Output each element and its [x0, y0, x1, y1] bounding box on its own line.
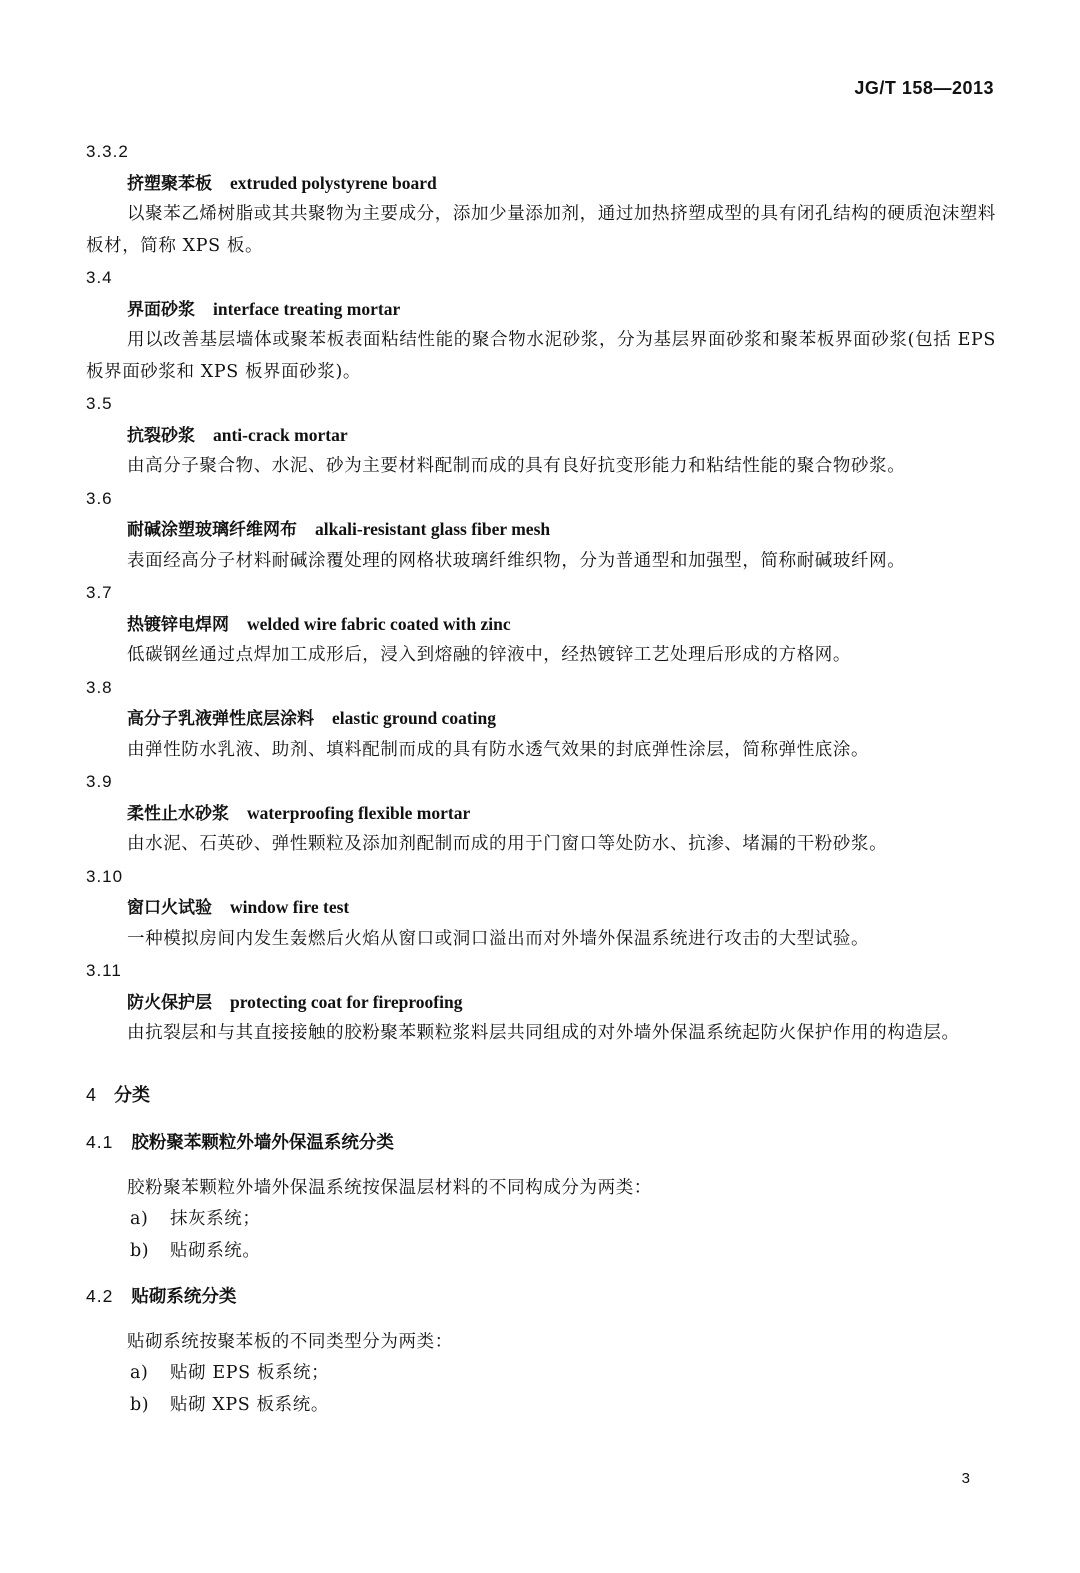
term-heading [86, 703, 996, 735]
term-cn: 高分子乳液弹性底层涂料 [127, 709, 314, 729]
term-en: extruded polystyrene board [230, 172, 437, 193]
list-text: 贴砌系统。 [170, 1240, 261, 1261]
term-entry [86, 136, 996, 262]
list-text: 贴砌 XPS 板系统。 [170, 1394, 329, 1415]
term-number: 3.5 [86, 394, 113, 413]
term-entry [86, 766, 996, 861]
term-cn: 窗口火试验 [127, 898, 212, 918]
subsection-number: 4.1 [86, 1132, 114, 1152]
list-marker: a) [130, 1363, 149, 1383]
term-en: anti-crack mortar [213, 424, 348, 445]
term-en: window fire test [230, 897, 350, 917]
term-number: 3.9 [86, 772, 113, 791]
subsection-heading [86, 1281, 996, 1313]
term-heading [86, 987, 996, 1019]
term-heading [86, 609, 996, 641]
term-definition: 由水泥、石英砂、弹性颗粒及添加剂配制而成的用于门窗口等处防水、抗渗、堵漏的干粉砂浆。 [127, 834, 888, 854]
term-number: 3.3.2 [86, 142, 129, 161]
list-item [86, 1236, 996, 1268]
term-number: 3.6 [86, 488, 113, 508]
term-cn: 耐碱涂塑玻璃纤维网布 [127, 520, 297, 540]
term-number: 3.4 [86, 268, 113, 287]
list-marker: b) [130, 1394, 150, 1415]
term-number: 3.10 [86, 866, 124, 886]
term-en: interface treating mortar [213, 298, 401, 319]
term-cn: 柔性止水砂浆 [127, 803, 229, 824]
term-heading [86, 294, 996, 326]
term-number: 3.8 [86, 677, 113, 697]
section-number: 4 [86, 1084, 97, 1105]
term-definition: 用以改善基层墙体或聚苯板表面粘结性能的聚合物水泥砂浆，分为基层界面砂浆和聚苯板界面砂浆(包括 EPS 板界面砂浆和 XPS 板界面砂浆)。 [86, 330, 996, 382]
subsection-number: 4.2 [86, 1286, 114, 1306]
term-entry [86, 672, 996, 767]
term-definition: 表面经高分子材料耐碱涂覆处理的网格状玻璃纤维织物，分为普通型和加强型，简称耐碱玻纤网。 [127, 550, 906, 571]
term-en: welded wire fabric coated with zinc [247, 613, 511, 634]
term-en: protecting coat for fireproofing [230, 991, 463, 1012]
subsection-heading [86, 1127, 996, 1159]
term-definition: 低碳钢丝通过点焊加工成形后，浸入到熔融的锌液中，经热镀锌工艺处理后形成的方格网。 [127, 645, 851, 665]
term-entry [86, 861, 996, 956]
term-cn: 界面砂浆 [127, 299, 195, 320]
paragraph: 胶粉聚苯颗粒外墙外保温系统按保温层材料的不同构成分为两类： [127, 1177, 652, 1198]
paragraph: 贴砌系统按聚苯板的不同类型分为两类： [127, 1331, 453, 1352]
list-text: 贴砌 EPS 板系统； [170, 1363, 330, 1383]
term-definition: 由高分子聚合物、水泥、砂为主要材料配制而成的具有良好抗变形能力和粘结性能的聚合物砂浆。 [127, 456, 906, 476]
term-entry [86, 388, 996, 483]
term-definition: 由抗裂层和与其直接接触的胶粉聚苯颗粒浆料层共同组成的对外墙外保温系统起防火保护作用的构造层。 [127, 1023, 960, 1043]
term-cn: 防火保护层 [127, 992, 212, 1013]
term-heading [86, 420, 996, 452]
list-item [86, 1390, 996, 1422]
term-heading [86, 514, 996, 546]
term-number: 3.7 [86, 583, 113, 602]
term-definition: 由弹性防水乳液、助剂、填料配制而成的具有防水透气效果的封底弹性涂层，简称弹性底涂。 [127, 739, 870, 760]
page-number: 3 [961, 1470, 970, 1487]
term-en: waterproofing flexible mortar [247, 802, 471, 823]
list-item [86, 1358, 996, 1390]
list-marker: a) [130, 1209, 149, 1229]
standard-code: JG/T 158—2013 [854, 78, 994, 98]
list-text: 抹灰系统； [170, 1209, 261, 1229]
term-entry [86, 577, 996, 672]
term-definition: 一种模拟房间内发生轰燃后火焰从窗口或洞口溢出而对外墙外保温系统进行攻击的大型试验。 [127, 928, 870, 949]
section-title: 分类 [114, 1084, 151, 1106]
term-entry [86, 955, 996, 1050]
term-heading [86, 798, 996, 830]
term-entry [86, 483, 996, 578]
term-cn: 热镀锌电焊网 [127, 614, 229, 635]
term-heading [86, 168, 996, 200]
term-en: alkali-resistant glass fiber mesh [315, 519, 551, 539]
term-cn: 挤塑聚苯板 [127, 173, 212, 194]
term-entry [86, 262, 996, 388]
page-content [86, 136, 996, 1421]
section-heading [86, 1080, 996, 1112]
term-number: 3.11 [86, 961, 122, 980]
subsection-title: 贴砌系统分类 [131, 1287, 237, 1307]
list-marker: b) [130, 1240, 150, 1261]
term-en: elastic ground coating [332, 708, 496, 728]
subsection-title: 胶粉聚苯颗粒外墙外保温系统分类 [131, 1133, 394, 1153]
list-item [86, 1204, 996, 1236]
term-cn: 抗裂砂浆 [127, 425, 195, 446]
term-heading [86, 892, 996, 924]
term-definition: 以聚苯乙烯树脂或其共聚物为主要成分，添加少量添加剂，通过加热挤塑成型的具有闭孔结构的硬质泡沫塑料板材，简称 XPS 板。 [86, 204, 996, 256]
